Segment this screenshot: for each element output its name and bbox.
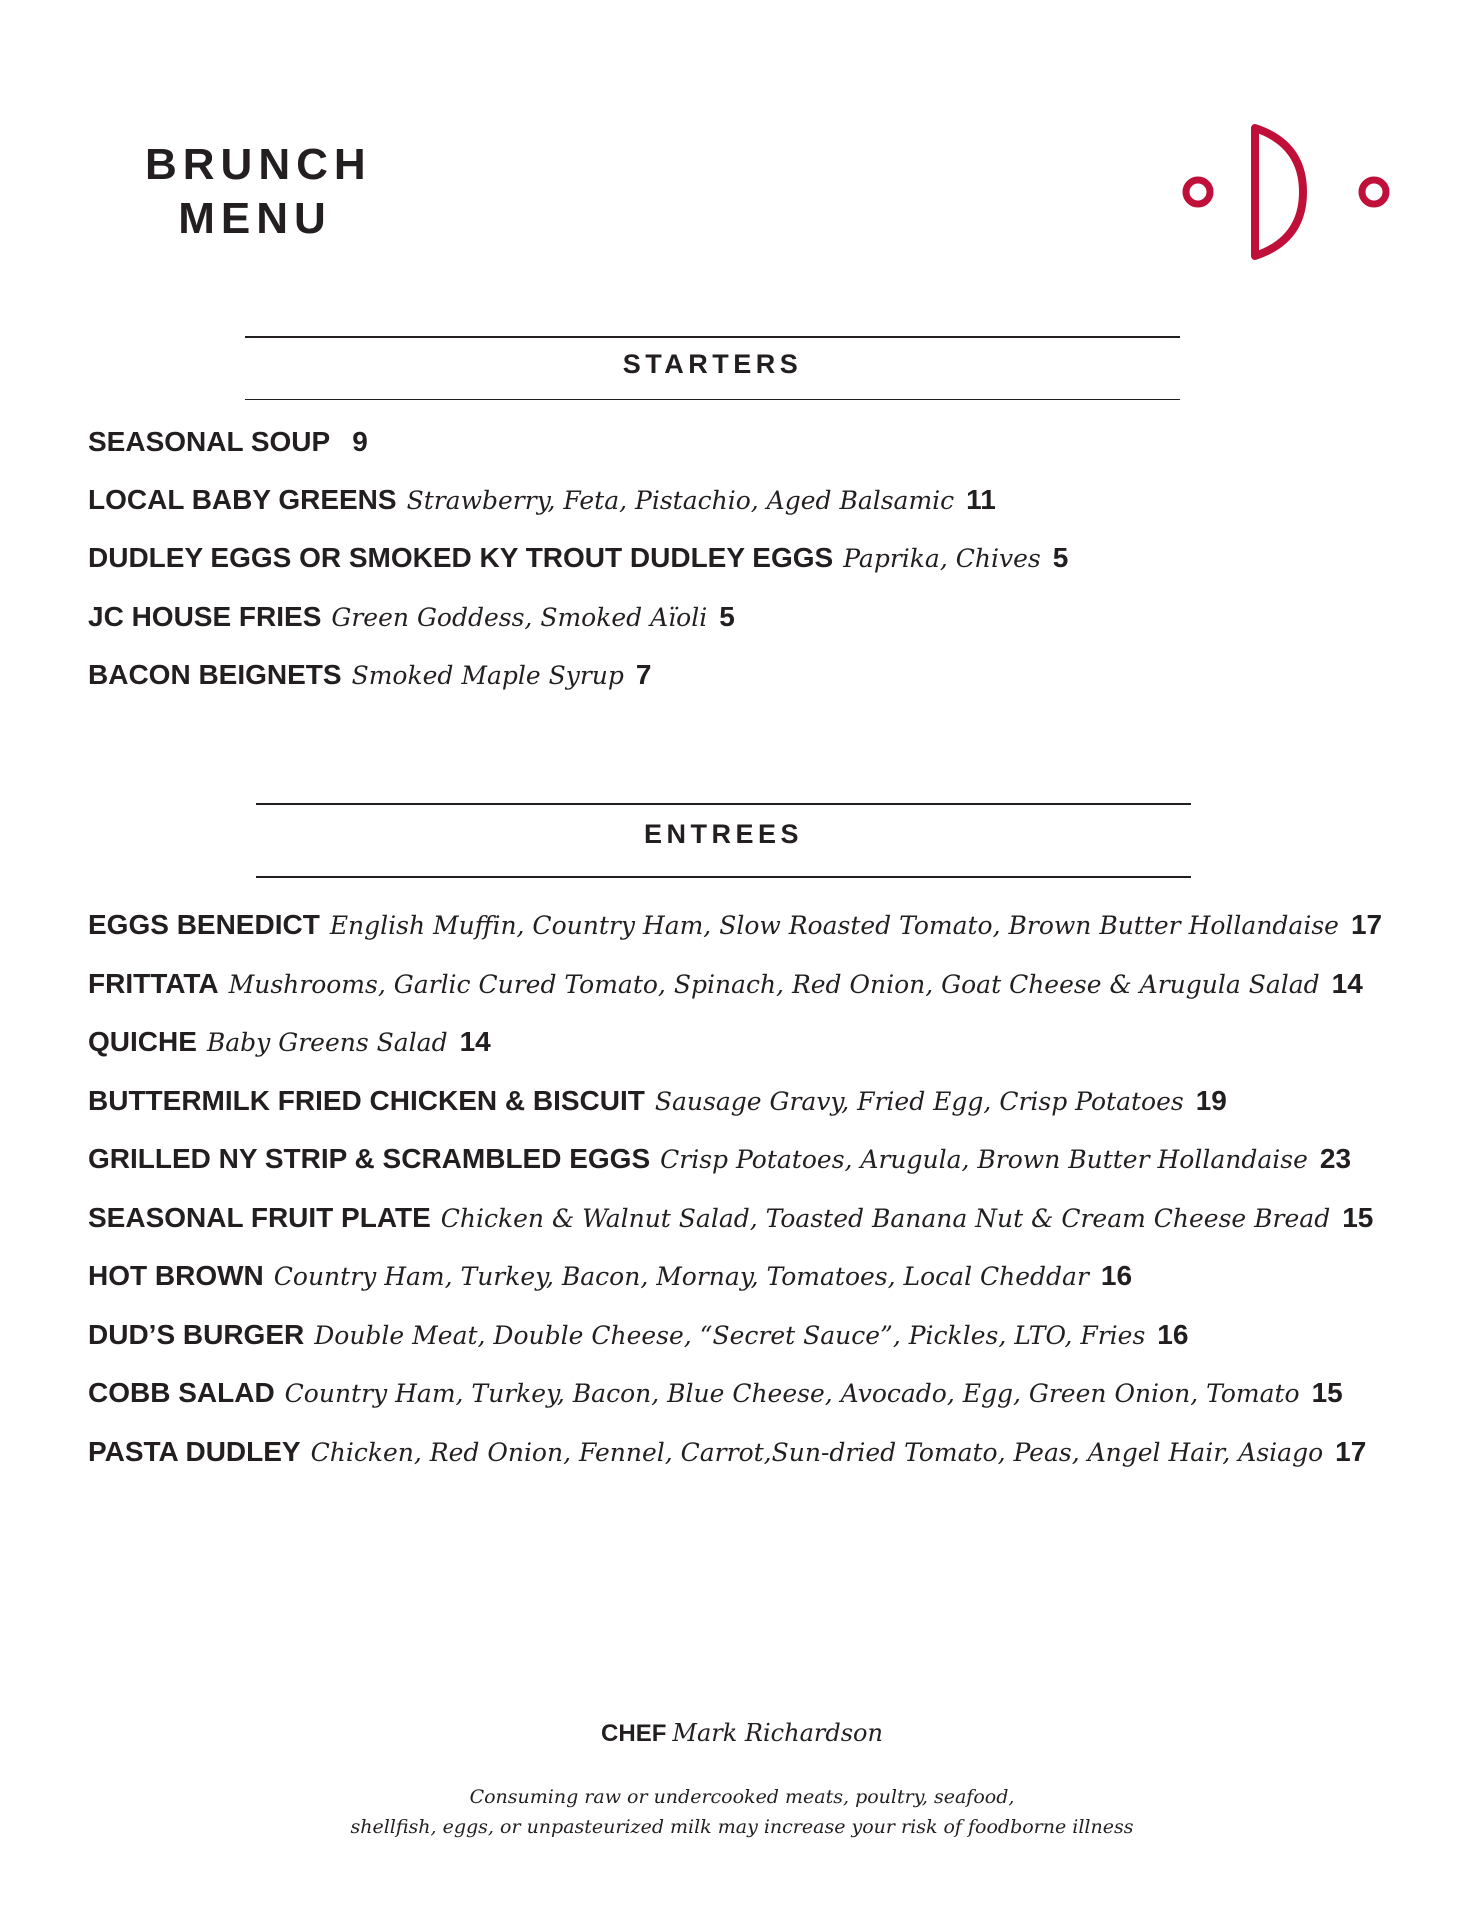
item-name: EGGS BENEDICT	[88, 909, 320, 940]
item-name: QUICHE	[88, 1026, 197, 1057]
item-name: DUD’S BURGER	[88, 1319, 305, 1350]
item-name: PASTA DUDLEY	[88, 1436, 301, 1467]
starters-top-rule	[245, 336, 1180, 338]
menu-item	[88, 1198, 1373, 1238]
item-description: Chicken & Walnut Salad, Toasted Banana Nut & Cream Cheese Bread	[440, 1204, 1331, 1233]
entrees-heading-block	[256, 803, 1191, 878]
menu-title-line1: BRUNCH	[145, 140, 372, 189]
menu-item	[88, 1022, 491, 1062]
menu-item	[88, 905, 1382, 945]
menu-item	[88, 964, 1363, 1004]
item-price: 16	[1157, 1319, 1189, 1350]
menu-item	[88, 422, 368, 462]
item-description: Crisp Potatoes, Arugula, Brown Butter Hollandaise	[660, 1145, 1308, 1174]
item-price: 23	[1319, 1143, 1352, 1174]
item-name: COBB SALAD	[88, 1377, 275, 1408]
item-price: 7	[635, 659, 652, 690]
menu-title-line2: MENU	[178, 194, 332, 243]
entrees-bottom-rule	[256, 876, 1191, 878]
item-price: 17	[1350, 909, 1383, 940]
menu-title	[145, 138, 372, 246]
chef-credit	[0, 1718, 1484, 1748]
menu-item	[88, 1373, 1343, 1413]
item-description: Paprika, Chives	[843, 544, 1041, 573]
item-price: 16	[1100, 1260, 1133, 1291]
item-description: Baby Greens Salad	[206, 1028, 448, 1057]
item-description: Country Ham, Turkey, Bacon, Blue Cheese, Avocado, Egg, Green Onion, Tomato	[284, 1379, 1300, 1408]
item-price: 5	[1052, 542, 1069, 573]
item-price: 17	[1335, 1436, 1367, 1467]
menu-item	[88, 597, 735, 637]
item-price: 14	[1331, 968, 1363, 999]
entrees-top-rule	[256, 803, 1191, 805]
item-price: 14	[459, 1026, 491, 1057]
consumption-warning	[0, 1782, 1484, 1842]
starters-heading: STARTERS	[622, 349, 803, 379]
item-name: SEASONAL SOUP	[88, 426, 331, 457]
logo-right-circle	[1362, 180, 1386, 204]
item-name: FRITTATA	[88, 968, 219, 999]
item-description: Smoked Maple Syrup	[351, 661, 624, 690]
item-name: BACON BEIGNETS	[88, 659, 342, 690]
menu-item	[88, 538, 1068, 578]
logo-d-shape	[1255, 128, 1303, 256]
item-description: Chicken, Red Onion, Fennel, Carrot,Sun-dried Tomato, Peas, Angel Hair, Asiago	[310, 1438, 1324, 1467]
warning-line-1: Consuming raw or undercooked meats, poultry, seafood,	[469, 1786, 1015, 1808]
warning-line-2: shellfish, eggs, or unpasteurized milk may increase your risk of foodborne illness	[350, 1816, 1134, 1838]
item-price: 11	[966, 484, 996, 515]
item-name: BUTTERMILK FRIED CHICKEN & BISCUIT	[88, 1085, 645, 1116]
menu-item	[88, 1315, 1188, 1355]
item-description: Country Ham, Turkey, Bacon, Mornay, Tomatoes, Local Cheddar	[273, 1262, 1089, 1291]
entrees-heading: ENTREES	[643, 819, 804, 849]
item-price: 19	[1195, 1085, 1227, 1116]
chef-name: Mark Richardson	[672, 1719, 883, 1747]
item-description: Green Goddess, Smoked Aïoli	[331, 603, 708, 632]
item-price: 15	[1311, 1377, 1343, 1408]
item-name: HOT BROWN	[88, 1260, 264, 1291]
menu-item	[88, 1081, 1227, 1121]
menu-item	[88, 655, 651, 695]
item-name: JC HOUSE FRIES	[88, 601, 322, 632]
item-description: Mushrooms, Garlic Cured Tomato, Spinach, Red Onion, Goat Cheese & Arugula Salad	[228, 970, 1320, 999]
restaurant-logo	[1178, 122, 1398, 267]
item-name: LOCAL BABY GREENS	[88, 484, 397, 515]
item-description: Double Meat, Double Cheese, “Secret Sauce”, Pickles, LTO, Fries	[314, 1321, 1146, 1350]
item-description: English Muffin, Country Ham, Slow Roasted Tomato, Brown Butter Hollandaise	[329, 911, 1339, 940]
item-price: 5	[719, 601, 735, 632]
item-price: 15	[1342, 1202, 1374, 1233]
menu-item	[88, 1256, 1132, 1296]
item-name: GRILLED NY STRIP & SCRAMBLED EGGS	[88, 1143, 651, 1174]
chef-label: CHEF	[601, 1720, 667, 1747]
item-name: SEASONAL FRUIT PLATE	[88, 1202, 431, 1233]
menu-item	[88, 480, 996, 520]
starters-heading-block	[245, 336, 1180, 402]
item-price: 9	[352, 426, 368, 457]
menu-item	[88, 1432, 1366, 1472]
logo-left-circle	[1186, 180, 1210, 204]
menu-item	[88, 1139, 1351, 1179]
item-description: Sausage Gravy, Fried Egg, Crisp Potatoes	[654, 1087, 1184, 1116]
starters-bottom-rule	[245, 399, 1180, 400]
item-description: Strawberry, Feta, Pistachio, Aged Balsamic	[406, 486, 955, 515]
item-name: DUDLEY EGGS OR SMOKED KY TROUT DUDLEY EGGS	[88, 542, 834, 573]
